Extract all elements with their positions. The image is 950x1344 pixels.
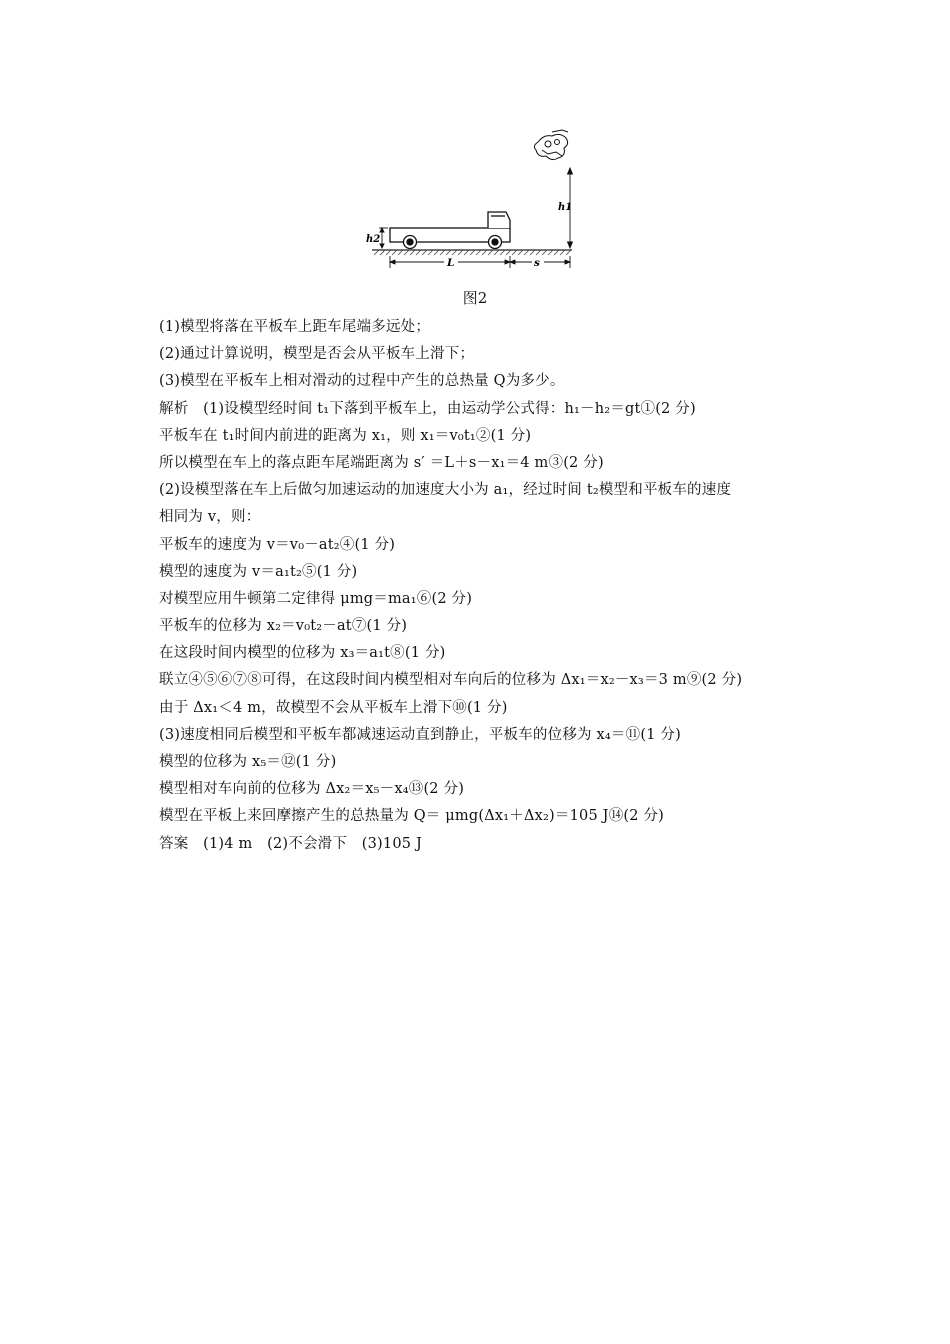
solution-line: 平板车的速度为 v＝v₀－at₂④(1 分) <box>159 536 396 553</box>
truck-figure <box>360 122 580 272</box>
solution-line: 平板车在 t₁时间内前进的距离为 x₁，则 x₁＝v₀t₁②(1 分) <box>159 427 532 444</box>
solution-line: 在这段时间内模型的位移为 x₃＝a₁t⑧(1 分) <box>159 645 446 662</box>
falling-model <box>534 130 568 160</box>
solution-line: 模型在平板上来回摩擦产生的总热量为 Q＝ μmg(Δx₁＋Δx₂)＝105 J⑭(2 分) <box>159 808 665 825</box>
s-label: s <box>534 257 540 269</box>
solution-line: 解析 (1)设模型经时间 t₁下落到平板车上，由运动学公式得：h₁－h₂＝gt①(2 分) <box>159 400 696 417</box>
solution-line: 对模型应用牛顿第二定律得 μmg＝ma₁⑥(2 分) <box>159 590 473 607</box>
solution-line: 所以模型在车上的落点距车尾端距离为 s′ ＝L＋s－x₁＝4 m③(2 分) <box>159 454 604 471</box>
solution-line: (2)设模型落在车上后做匀加速运动的加速度大小为 a₁，经过时间 t₂模型和平板车的速度 <box>159 482 732 499</box>
question-1: (1)模型将落在平板车上距车尾端多远处； <box>159 319 431 335</box>
h2-label: h2 <box>366 234 381 245</box>
solution-line: 联立④⑤⑥⑦⑧可得，在这段时间内模型相对车向后的位移为 Δx₁＝x₂－x₃＝3 m⑨(2 分) <box>159 672 743 689</box>
solution-line: 模型的位移为 x₅＝⑫(1 分) <box>159 754 337 770</box>
solution-line: 相同为 v，则： <box>159 509 261 526</box>
answer-line: 答案 (1)4 m (2)不会滑下 (3)105 J <box>159 835 422 852</box>
question-2: (2)通过计算说明，模型是否会从平板车上滑下； <box>159 346 475 363</box>
solution-line: 模型相对车向前的位移为 Δx₂＝x₅－x₄⑬(2 分) <box>159 781 465 798</box>
ground <box>372 250 572 255</box>
solution-line: 模型的速度为 v＝a₁t₂⑤(1 分) <box>159 563 358 580</box>
solution-line: 平板车的位移为 x₂＝v₀t₂－at⑦(1 分) <box>159 618 408 635</box>
problem-and-solution <box>159 314 819 858</box>
flatbed-truck <box>390 212 510 249</box>
h2-dimension <box>379 228 388 248</box>
question-3: (3)模型在平板车上相对滑动的过程中产生的总热量 Q为多少。 <box>159 373 565 390</box>
L-label: L <box>447 257 455 269</box>
figure-caption: 图2 <box>462 289 488 307</box>
solution-line: (3)速度相同后模型和平板车都减速运动直到静止，平板车的位移为 x₄＝⑪(1 分) <box>159 726 681 743</box>
h1-label: h1 <box>558 202 573 213</box>
solution-line: 由于 Δx₁＜4 m，故模型不会从平板车上滑下⑩(1 分) <box>159 699 508 716</box>
